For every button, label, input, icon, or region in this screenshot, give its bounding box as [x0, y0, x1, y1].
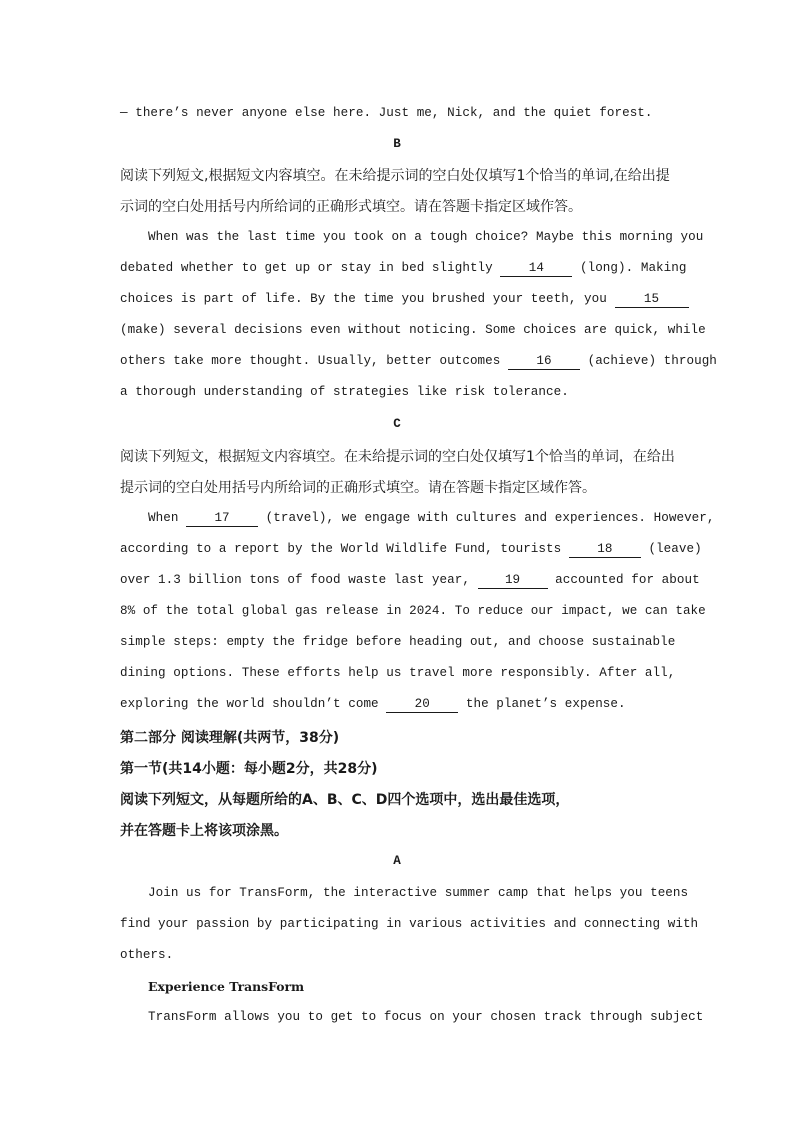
section-c-line-7-text: exploring the world shouldn’t come [120, 697, 387, 711]
part-two-title: 第二部分 阅读理解(共两节，38分) [120, 730, 340, 746]
section-b-line-2 [120, 261, 687, 277]
section-c-instruction-2: 提示词的空白处用括号内所给词的正确形式填空。请在答题卡指定区域作答。 [120, 480, 596, 496]
passage-a-subheading: Experience TransForm [148, 979, 305, 994]
passage-a-line-1: Join us for TransForm, the interactive summer camp that helps you teens [148, 886, 689, 900]
section-b-instruction-1: 阅读下列短文,根据短文内容填空。在未给提示词的空白处仅填写1个恰当的单词,在给出提 [120, 168, 670, 184]
section-c-line-4: 8% of the total global gas release in 2024. To reduce our impact, we can take [120, 604, 706, 618]
section-b-line-1: When was the last time you took on a tough choice? Maybe this morning you [148, 230, 704, 244]
section-b-line-3 [120, 292, 689, 308]
blank-16[interactable]: 16 [508, 355, 580, 370]
section-c-line-1-tail: (travel), we engage with cultures and experiences. However, [258, 511, 715, 525]
section-b-line-3-text: choices is part of life. By the time you brushed your teeth, you [120, 292, 615, 306]
section-b-line-6: a thorough understanding of strategies like risk tolerance. [120, 385, 569, 399]
section-b-heading: B [393, 137, 401, 151]
section-c-line-1-text: When [148, 511, 187, 525]
section-c-line-3-tail: accounted for about [547, 573, 700, 587]
blank-19[interactable]: 19 [478, 574, 548, 589]
section-c-instruction-1: 阅读下列短文，根据短文内容填空。在未给提示词的空白处仅填写1个恰当的单词，在给出 [120, 449, 675, 465]
section-c-line-1 [148, 511, 715, 527]
section-c-line-2-tail: (leave) [640, 542, 702, 556]
section-c-line-3-text: over 1.3 billion tons of food waste last year, [120, 573, 478, 587]
section-c-line-5: simple steps: empty the fridge before heading out, and choose sustainable [120, 635, 676, 649]
section-c-line-3 [120, 573, 700, 589]
section-c-line-6: dining options. These efforts help us travel more responsibly. After all, [120, 666, 676, 680]
part-two-instruction-1: 阅读下列短文，从每题所给的A、B、C、D四个选项中，选出最佳选项， [120, 792, 570, 808]
section-c-heading: C [393, 417, 401, 431]
section-b-line-5-text: others take more thought. Usually, better outcomes [120, 354, 508, 368]
section-c-line-2 [120, 542, 702, 558]
passage-continuation-line: — there’s never anyone else here. Just me, Nick, and the quiet forest. [120, 106, 653, 120]
part-two-instruction-2: 并在答题卡上将该项涂黑。 [120, 823, 288, 839]
blank-20[interactable]: 20 [386, 698, 458, 713]
blank-17[interactable]: 17 [186, 512, 258, 527]
section-b-line-5-tail: (achieve) through [579, 354, 717, 368]
passage-a-line-2: find your passion by participating in various activities and connecting with [120, 917, 699, 931]
section-b-line-5 [120, 354, 717, 370]
passage-a-line-3: others. [120, 948, 174, 962]
section-b-instruction-2: 示词的空白处用括号内所给词的正确形式填空。请在答题卡指定区域作答。 [120, 199, 582, 215]
blank-18[interactable]: 18 [569, 543, 641, 558]
passage-a-heading: A [393, 854, 401, 868]
section-b-line-2-text: debated whether to get up or stay in bed slightly [120, 261, 501, 275]
section-b-line-2-tail: (long). Making [572, 261, 687, 275]
blank-15[interactable]: 15 [615, 293, 689, 308]
blank-14[interactable]: 14 [500, 262, 572, 277]
section-c-line-7 [120, 697, 626, 713]
section-c-line-2-text: according to a report by the World Wildlife Fund, tourists [120, 542, 569, 556]
section-b-line-4: (make) several decisions even without noticing. Some choices are quick, while [120, 323, 706, 337]
section-c-line-7-tail: the planet’s expense. [458, 697, 626, 711]
passage-a-line-4: TransForm allows you to get to focus on your chosen track through subject [148, 1010, 704, 1024]
part-two-section-one: 第一节(共14小题：每小题2分，共28分) [120, 761, 378, 777]
